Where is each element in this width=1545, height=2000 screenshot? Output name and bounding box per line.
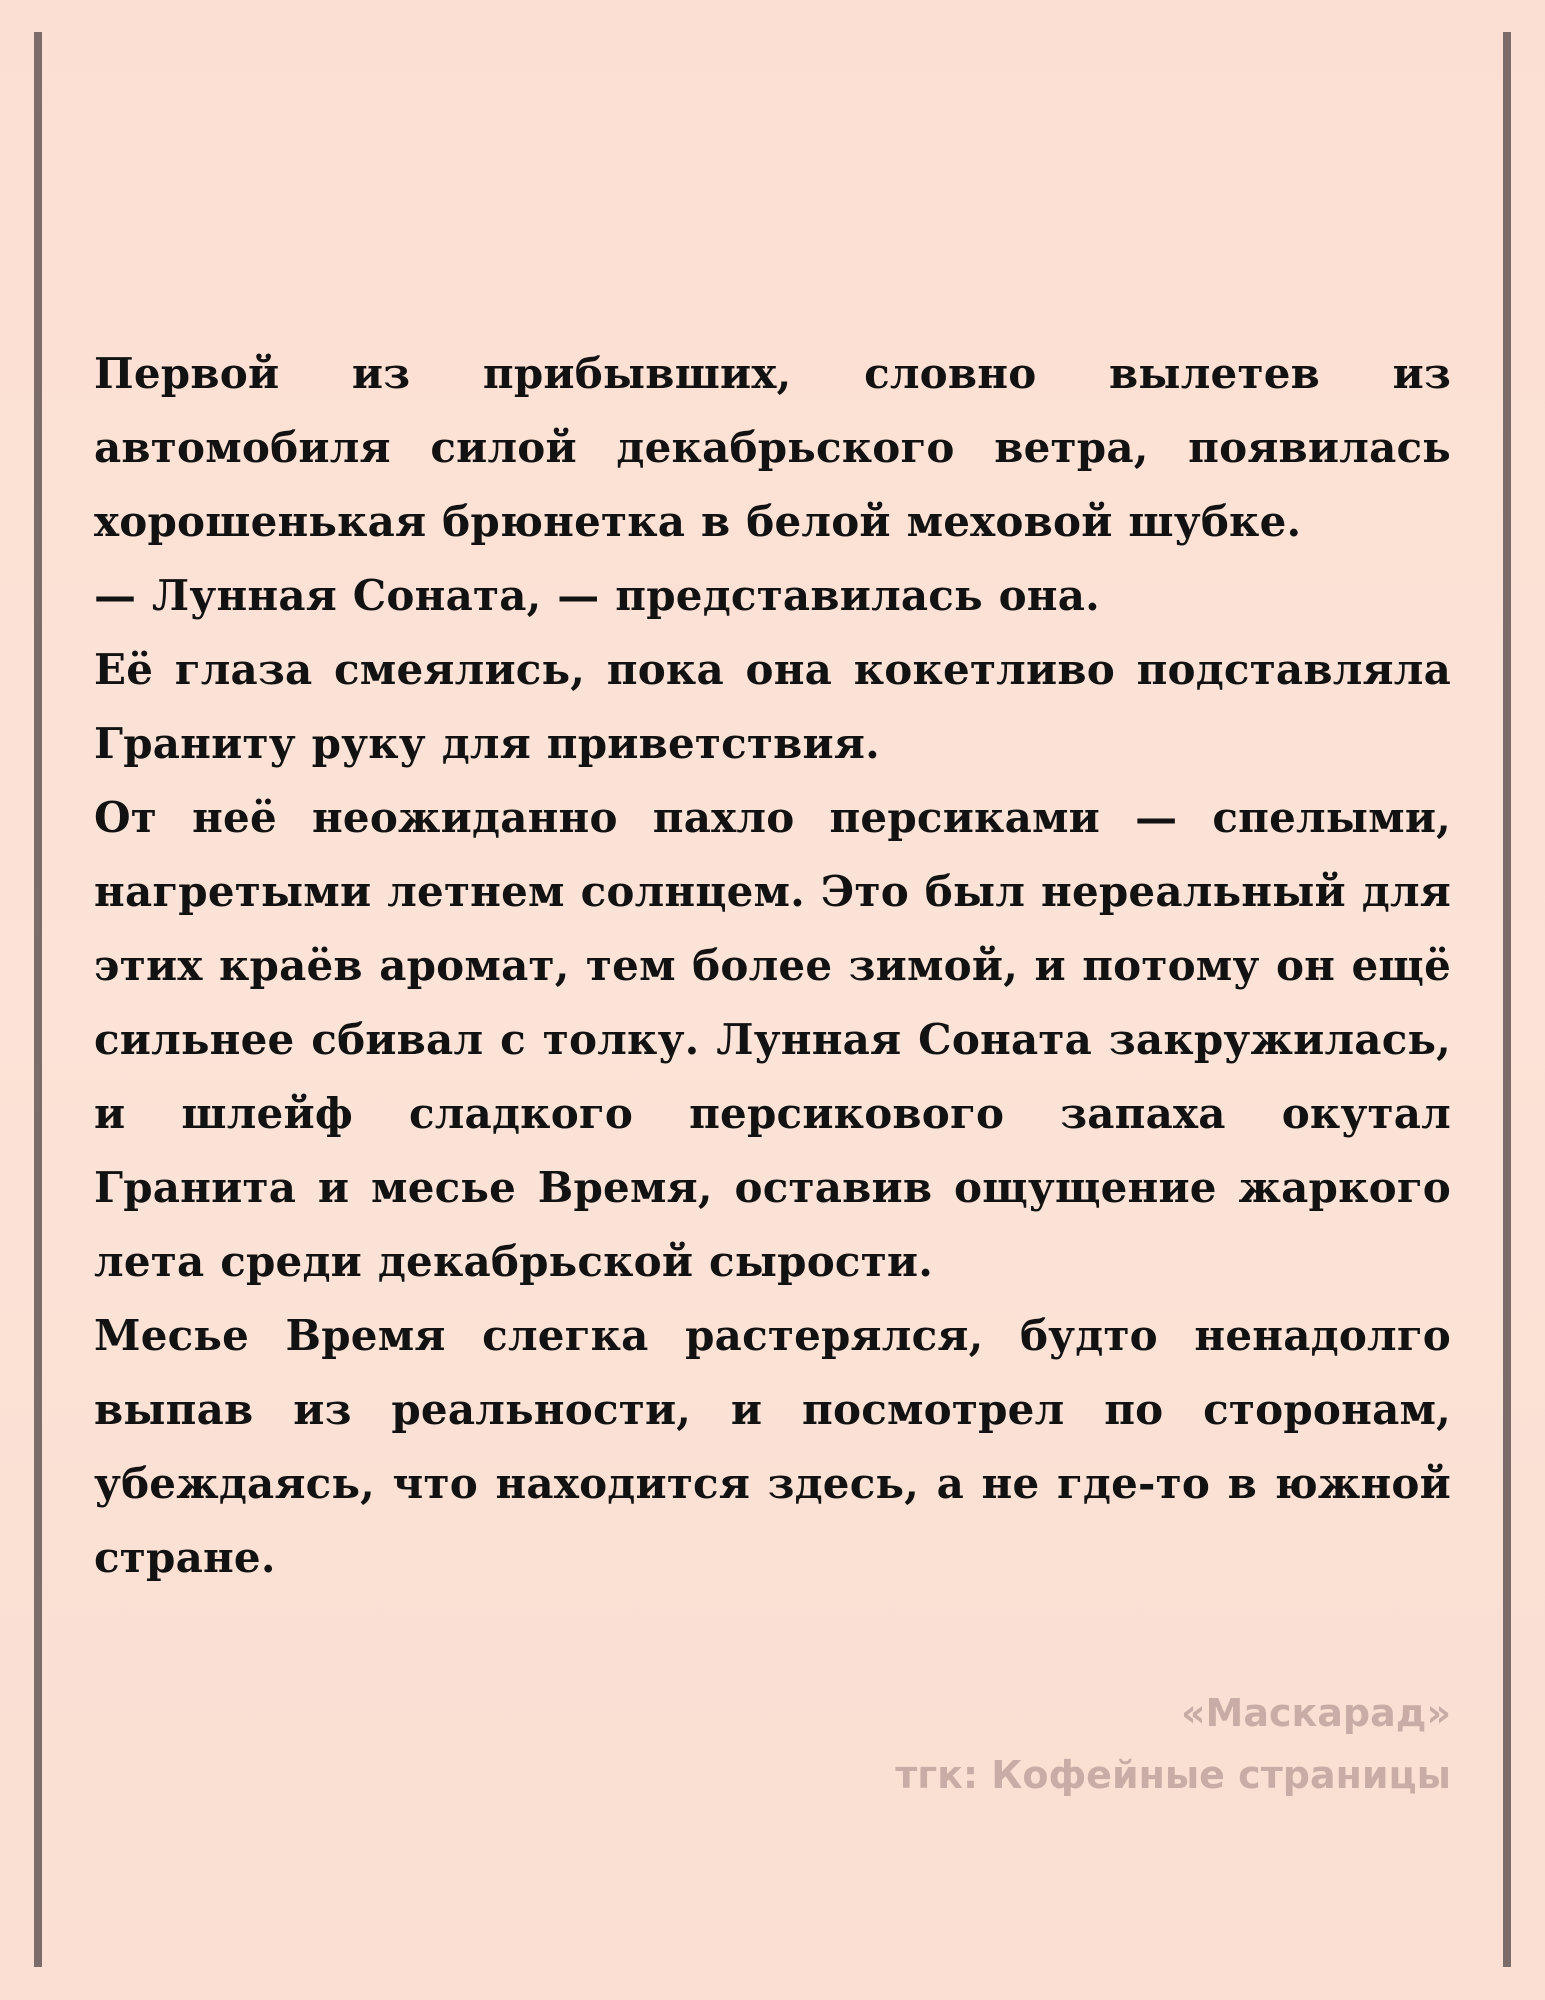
paragraph-introduction: — Лунная Соната, — представилась она. <box>94 571 1100 620</box>
paragraph-monsieur-time: Месье Время слегка растерялся, будто ненадолго выпав из реальности, и посмотрел по сторонам, убеждаясь, что находится здесь, а не где-то в южной стране. <box>94 1311 1451 1582</box>
paragraph-peach-scent: От неё неожиданно пахло персиками — спелыми, нагретыми летнем солнцем. Это был нереальный для этих краёв аромат, тем более зимой, и потому он ещё сильнее сбивал с толку. Лунная Соната закружилась, и шлейф сладкого персикового запаха окутал Гранита и месье Время, оставив ощущение жаркого лета среди декабрьской сырости. <box>94 793 1451 1286</box>
channel-credit: тгк: Кофейные страницы <box>895 1753 1451 1797</box>
paragraph-greeting: Её глаза смеялись, пока она кокетливо подставляла Граниту руку для приветствия. <box>94 645 1451 768</box>
book-title: «Маскарад» <box>1180 1691 1451 1735</box>
left-border-line <box>34 32 42 1967</box>
paragraph-arrival: Первой из прибывших, словно вылетев из автомобиля силой декабрьского ветра, появилась хорошенькая брюнетка в белой меховой шубке. <box>94 349 1451 546</box>
story-text-block <box>94 337 1451 1595</box>
caption-block <box>895 1682 1451 1806</box>
right-border-line <box>1503 32 1511 1967</box>
